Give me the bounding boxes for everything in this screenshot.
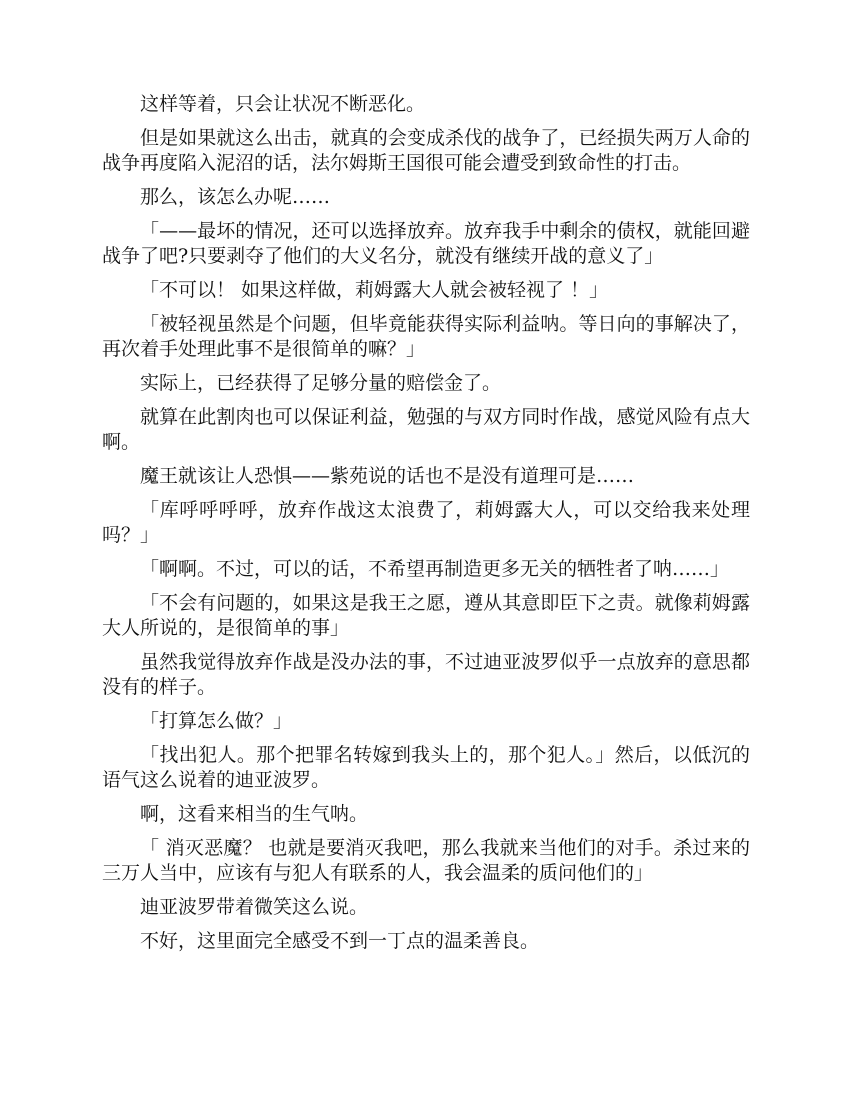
paragraph-12: 「不会有问题的，如果这是我王之愿，遵从其意即臣下之责。就像莉姆露大人所说的，是很简单的事」 bbox=[102, 592, 750, 639]
paragraph-7: 实际上，已经获得了足够分量的赔偿金了。 bbox=[140, 372, 502, 394]
paragraph-8: 就算在此割肉也可以保证利益，勉强的与双方同时作战，感觉风险有点大啊。 bbox=[102, 406, 750, 453]
paragraph-10: 「库呼呼呼呼，放弃作战这太浪费了，莉姆露大人，可以交给我来处理吗？」 bbox=[102, 499, 750, 546]
paragraph-4: 「——最坏的情况，还可以选择放弃。放弃我手中剩余的债权，就能回避战争了吧?只要剥夺了他们的大义名分，就没有继续开战的意义了」 bbox=[102, 220, 750, 267]
paragraph-13: 虽然我觉得放弃作战是没办法的事，不过迪亚波罗似乎一点放弃的意思都没有的样子。 bbox=[102, 651, 750, 698]
paragraph-1: 这样等着，只会让状况不断恶化。 bbox=[140, 93, 426, 115]
paragraph-15: 「找出犯人。那个把罪名转嫁到我头上的，那个犯人。」然后，以低沉的语气这么说着的迪亚波罗。 bbox=[102, 744, 750, 791]
paragraph-14: 「打算怎么做？」 bbox=[140, 710, 293, 732]
paragraph-17: 「 消灭恶魔？ 也就是要消灭我吧，那么我就来当他们的对手。杀过来的三万人当中，应该有与犯人有联系的人，我会温柔的质问他们的」 bbox=[102, 837, 750, 884]
paragraph-2: 但是如果就这么出击，就真的会变成杀伐的战争了，已经损失两万人命的战争再度陷入泥沼的话，法尔姆斯王国很可能会遭受到致命性的打击。 bbox=[102, 127, 750, 174]
paragraph-11: 「啊啊。不过，可以的话，不希望再制造更多无关的牺牲者了呐……」 bbox=[140, 558, 730, 580]
paragraph-3: 那么，该怎么办呢…… bbox=[140, 186, 331, 208]
paragraph-9: 魔王就该让人恐惧——紫苑说的话也不是没有道理可是…… bbox=[140, 465, 635, 487]
paragraph-16: 啊，这看来相当的生气呐。 bbox=[140, 803, 369, 825]
paragraph-18: 迪亚波罗带着微笑这么说。 bbox=[140, 896, 369, 918]
paragraph-19: 不好，这里面完全感受不到一丁点的温柔善良。 bbox=[140, 930, 540, 952]
paragraph-5: 「不可以！ 如果这样做，莉姆露大人就会被轻视了 ！」 bbox=[140, 279, 609, 301]
paragraph-6: 「被轻视虽然是个问题，但毕竟能获得实际利益呐。等日向的事解决了，再次着手处理此事不是很简单的嘛？」 bbox=[102, 313, 750, 360]
document-page bbox=[102, 92, 750, 963]
